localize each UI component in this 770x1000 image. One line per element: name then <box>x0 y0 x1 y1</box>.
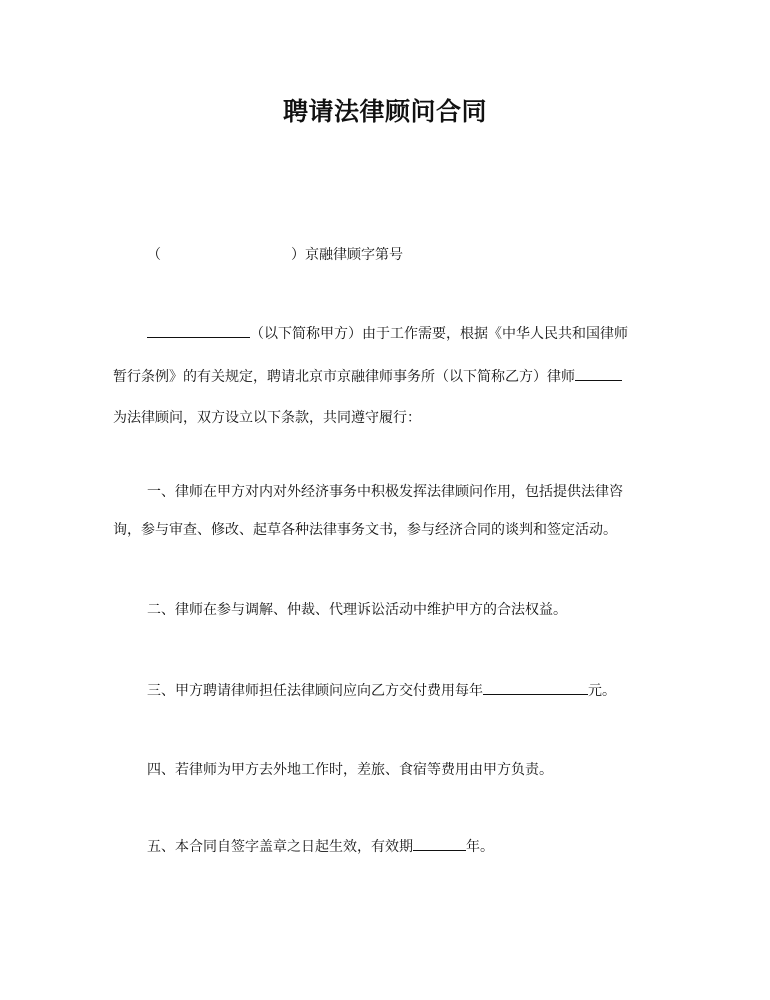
reference-number-line <box>147 245 403 265</box>
preamble-line-3 <box>113 408 421 428</box>
preamble-line-2 <box>113 366 622 387</box>
preamble-line-1-text: （以下简称甲方）由于工作需要，根据《中华人民共和国律师 <box>250 326 628 342</box>
clause-5-text: 五、本合同自签字盖章之日起生效，有效期 <box>147 839 413 855</box>
clause-1-line-1-text: 一、律师在甲方对内对外经济事务中积极发挥法律顾问作用，包括提供法律咨 <box>147 484 623 500</box>
clause-3-text: 三、甲方聘请律师担任法律顾问应向乙方交付费用每年 <box>147 683 483 699</box>
clause-4 <box>147 760 553 780</box>
lawyer-name-blank <box>575 366 622 381</box>
preamble-line-3-text: 为法律顾问，双方设立以下条款，共同遵守履行： <box>113 410 421 426</box>
preamble-line-2-text: 暂行条例》的有关规定，聘请北京市京融律师事务所（以下简称乙方）律师 <box>113 369 575 385</box>
clause-1-line-1 <box>147 482 623 502</box>
document-title: 聘请法律顾问合同 <box>282 97 487 126</box>
party-a-name-blank <box>147 323 250 338</box>
clause-2 <box>147 600 567 620</box>
reference-open-paren: （ <box>147 247 161 263</box>
clause-2-text: 二、律师在参与调解、仲裁、代理诉讼活动中维护甲方的合法权益。 <box>147 602 567 618</box>
preamble-line-1 <box>147 323 628 344</box>
clause-5 <box>147 836 494 857</box>
clause-5-unit: 年。 <box>466 839 494 855</box>
annual-fee-blank <box>483 680 588 695</box>
clause-1-line-2 <box>113 520 617 540</box>
validity-period-blank <box>413 836 466 851</box>
clause-3-unit: 元。 <box>588 683 616 699</box>
clause-4-text: 四、若律师为甲方去外地工作时，差旅、食宿等费用由甲方负责。 <box>147 762 553 778</box>
clause-1-line-2-text: 询，参与审查、修改、起草各种法律事务文书，参与经济合同的谈判和签定活动。 <box>113 522 617 538</box>
reference-suffix: ）京融律顾字第号 <box>291 247 403 263</box>
clause-3 <box>147 680 616 701</box>
